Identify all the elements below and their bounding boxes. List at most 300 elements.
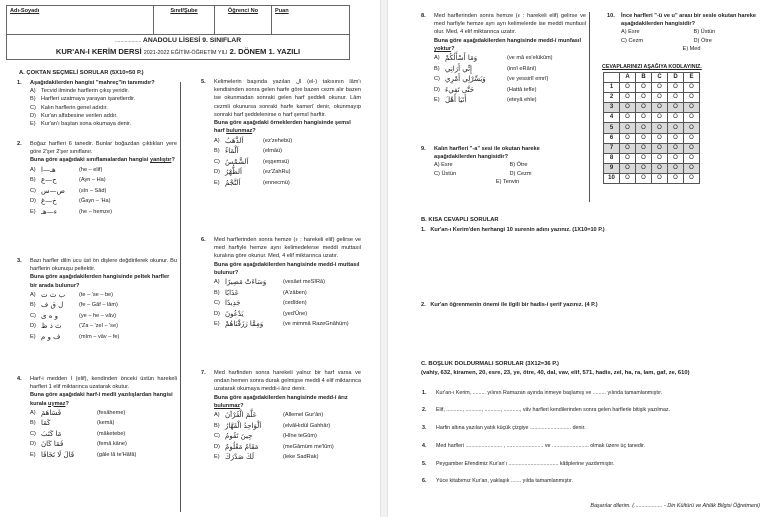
grid-row — [604, 153, 700, 163]
answer-bubble[interactable]: O — [668, 143, 684, 153]
answer-bubble[interactable]: O — [652, 93, 668, 103]
option-letter: C) — [434, 76, 440, 83]
arabic-text: حِينَ تَقُومُ — [225, 432, 253, 441]
answer-bubble[interactable]: O — [636, 173, 652, 183]
question-prompt: Buna göre aşağıdaki harf-i medli yazılışlardan hangisi kurala — [30, 392, 173, 407]
fill-blank-question-1 — [422, 390, 663, 397]
answer-bubble[interactable]: O — [684, 83, 700, 93]
school-line: ANADOLU LİSESİ 9. SINIFLAR — [142, 37, 242, 44]
option-text: Esre — [441, 162, 453, 169]
option-text: Cezm — [628, 37, 644, 44]
answer-bubble[interactable]: O — [636, 93, 652, 103]
option-letter: E) — [30, 208, 36, 215]
question-text[interactable]: Peygamber Efendimiz Kur'an'ı .................................. kâtiplerine yazdırmıştır. — [436, 461, 615, 467]
answer-bubble[interactable]: O — [668, 133, 684, 143]
option-letter: B) — [30, 96, 36, 103]
option-c[interactable] — [30, 104, 177, 112]
option-d[interactable] — [30, 196, 177, 207]
column-divider — [180, 82, 181, 512]
option-d[interactable] — [214, 442, 361, 453]
question-text[interactable]: Harfin altına yazılan yatık küçük çizgiye ............................ denir. — [436, 425, 586, 431]
option-d[interactable] — [30, 439, 177, 450]
option-text: (femâ kâne) — [97, 441, 127, 448]
answer-bubble[interactable]: O — [652, 103, 668, 113]
option-c[interactable] — [30, 429, 177, 440]
score-field[interactable]: Puan — [275, 8, 289, 14]
option-b[interactable] — [30, 95, 177, 103]
arabic-text: عَلَّمَ الْقُرْآنَ — [225, 411, 257, 420]
option-letter: E) — [434, 97, 440, 104]
option-c[interactable] — [30, 186, 177, 197]
answer-bubble[interactable]: O — [684, 153, 700, 163]
answer-bubble[interactable]: O — [652, 83, 668, 93]
answer-bubble[interactable]: O — [620, 93, 636, 103]
question-6 — [201, 236, 361, 330]
option-text: (ennecmü) — [263, 179, 290, 186]
option-b[interactable] — [214, 146, 361, 157]
answer-bubble[interactable]: O — [668, 83, 684, 93]
answer-bubble[interactable]: O — [652, 163, 668, 173]
grid-row-number: 9 — [604, 163, 620, 173]
question-stem: Bazı harfler dilin ucu üst ön dişlere değdirilerek okunur. Bu harflerin okunuşu peltektir. — [30, 258, 177, 273]
answer-bubble[interactable]: O — [620, 123, 636, 133]
option-text: (vesâet meSîRâ) — [283, 279, 325, 286]
answer-bubble[interactable]: O — [684, 173, 700, 183]
option-d[interactable] — [510, 170, 582, 178]
option-letter: B) — [434, 65, 440, 72]
question-10 — [607, 12, 762, 53]
answer-grid-title: CEVAPLARINIZI AŞAĞIYA KODLAYINIZ. — [602, 64, 702, 70]
answer-grid — [603, 72, 700, 184]
option-letter: E) — [30, 451, 36, 458]
arabic-text: قَالَ لَا تَخَافَا — [41, 450, 75, 459]
option-text: Kur'an alfabesine verilen addır. — [41, 112, 118, 119]
option-a[interactable] — [30, 165, 177, 176]
arabic-text: ف و م — [41, 332, 61, 341]
arabic-text: اَلظُّهْرُ — [225, 168, 242, 177]
answer-bubble[interactable]: O — [684, 113, 700, 123]
option-e[interactable] — [30, 120, 177, 128]
prompt-emphasis: yanlıştır — [150, 157, 172, 164]
option-letter: C) — [214, 158, 220, 165]
option-text: (Allemel Gur'ân) — [283, 412, 324, 419]
option-text: (Hîne teGûm) — [283, 433, 317, 440]
answer-bubble[interactable]: O — [652, 133, 668, 143]
answer-bubble[interactable]: O — [668, 103, 684, 113]
answer-bubble[interactable]: O — [620, 153, 636, 163]
fill-blank-question-3 — [422, 425, 586, 432]
option-e[interactable] — [434, 95, 586, 106]
course-name: KUR'AN-I KERİM DERSİ — [55, 46, 142, 56]
question-text: Kur'an-ı Kerim'den herhangi 10 surenin adını yazınız. (1X10=10 P.) — [430, 227, 605, 233]
question-3 — [17, 257, 177, 342]
option-e[interactable] — [434, 178, 581, 186]
grid-row-number: 5 — [604, 123, 620, 133]
option-a[interactable] — [214, 410, 361, 421]
short-answer-question-1 — [421, 227, 605, 234]
answer-bubble[interactable]: O — [684, 123, 700, 133]
grid-row — [604, 163, 700, 173]
fill-blank-question-5 — [422, 461, 615, 468]
option-letter: C) — [30, 430, 36, 437]
option-text: (ez'zehebü) — [263, 137, 293, 144]
question-stem: Harf-i medden ا (elif), kendinden önceki üstün harekeli harfleri 1 elif miktarınca uzatarak okutur. — [30, 376, 177, 391]
question-text[interactable]: Med harfleri ......................... , ......................... ve ......................... olmak üzere üç tanedir. — [436, 443, 645, 449]
footer-signature: Başarılar dilerim. (................... - Din Kültürü ve Ahlâk Bilgisi Öğretmeni) — [590, 503, 760, 509]
answer-bubble[interactable]: O — [620, 173, 636, 183]
option-a[interactable] — [30, 87, 177, 95]
grid-row — [604, 113, 700, 123]
question-number: 1. — [422, 390, 427, 396]
option-text: (elvâHıdül Gahhâr) — [283, 422, 331, 429]
arabic-text: اَلشَّمْسُ — [225, 157, 249, 166]
question-number: 5. — [422, 461, 427, 467]
grid-row-number: 8 — [604, 153, 620, 163]
arabic-text: حَتَّى تَفِيءَ — [445, 85, 475, 94]
answer-bubble[interactable]: O — [636, 83, 652, 93]
section-a-title: A. ÇOKTAN SEÇMELİ SORULAR (5X10=50 P.) — [19, 70, 144, 76]
grid-col-header: C — [652, 73, 668, 83]
option-b[interactable] — [30, 300, 177, 311]
grid-row-number: 4 — [604, 113, 620, 123]
option-b[interactable] — [694, 28, 763, 36]
answer-bubble[interactable]: O — [636, 163, 652, 173]
question-4: 4. Harf-i medden ا (elif), kendinden önceki üstün harekeli harfleri 1 elif miktarınca uzatarak okutur. Buna göre aşağıdaki harf-i medli yazılışlardan hangisi kurala uymaz? A) فَسَاهَمَ (fesâheme) B) كَمَا (kemâ) C) مَا كَتَبَ (mâketebe) D) فَمَا كَانَ (femâ kâne) E) قَالَ لَا تَخَافَا (gâle lâ te'Hâfâ) — [17, 376, 177, 459]
arabic-text: مَقَامٌ مَعْلُومٌ — [225, 442, 259, 451]
grid-row — [604, 93, 700, 103]
arabic-text: اَلنَّجْمُ — [225, 178, 241, 187]
grid-row-number: 6 — [604, 133, 620, 143]
class-field[interactable]: Sınıf/Şube — [154, 6, 215, 34]
question-9 — [421, 145, 581, 186]
option-d[interactable] — [434, 85, 586, 96]
option-text: (elmâü) — [263, 148, 282, 155]
option-a[interactable] — [30, 408, 177, 419]
option-text: (eteyâ ehle) — [507, 97, 537, 104]
answer-bubble[interactable]: O — [620, 103, 636, 113]
arabic-text: وَيَسِّرْلِي أَمْرِي — [445, 75, 486, 84]
fill-blank-question-4 — [422, 443, 645, 450]
question-stem: Med harflerinden sonra hemze (ء : harekeli elif) gelirse ve med harfiyle hemze aynı kelimedelerse meddi muttasıl kuralına göre okunur. Med, 4 elif miktarınca uzatır. — [214, 237, 361, 260]
option-letter: A) — [30, 291, 36, 298]
option-letter: A) — [30, 88, 36, 95]
option-text: (yed'Ûne) — [283, 310, 308, 317]
section-b-title: B. KISA CEVAPLI SORULAR — [421, 217, 499, 223]
option-text: (he – hemze) — [79, 208, 112, 215]
option-a[interactable] — [30, 290, 177, 301]
option-a[interactable] — [434, 161, 506, 169]
exam-header — [6, 5, 350, 60]
option-text: (fesâheme) — [97, 409, 126, 416]
arabic-text: اَلذَّهَبُ — [225, 136, 244, 145]
option-letter: E) — [30, 120, 36, 127]
option-c[interactable] — [621, 37, 690, 45]
option-letter: E) — [495, 178, 502, 185]
answer-bubble[interactable]: O — [620, 143, 636, 153]
option-e[interactable] — [30, 207, 177, 218]
option-letter: B) — [214, 148, 220, 155]
prompt-emphasis: bulunmaz — [214, 402, 241, 409]
school-year: 2021-2022 EĞİTİM-ÖĞRETİM YILI — [143, 49, 228, 56]
grid-row — [604, 173, 700, 183]
option-letter: D) — [509, 170, 516, 177]
answer-bubble[interactable]: O — [684, 93, 700, 103]
option-letter: C) — [30, 312, 36, 319]
question-number: 4. — [17, 376, 22, 382]
question-number: 8. — [421, 13, 426, 19]
option-d[interactable] — [30, 112, 177, 120]
arabic-text: أَتَيَا أَهْلَ — [445, 96, 467, 105]
option-d[interactable] — [214, 309, 361, 320]
option-letter: B) — [509, 162, 516, 169]
grid-corner — [604, 73, 620, 83]
option-text: (A'zâben) — [283, 289, 307, 296]
answer-bubble[interactable]: O — [636, 103, 652, 113]
grid-row — [604, 133, 700, 143]
option-e[interactable] — [30, 450, 177, 461]
prompt-emphasis: bulunmaz — [226, 128, 253, 135]
question-number: 6. — [422, 478, 427, 484]
option-letter: A) — [30, 166, 36, 173]
question-number: 5. — [201, 79, 206, 85]
option-e[interactable] — [30, 332, 177, 343]
option-letter: D) — [214, 443, 220, 450]
option-a[interactable] — [621, 28, 690, 36]
option-e[interactable] — [214, 452, 361, 463]
question-prompt: Kalın harfleri "-a" sesi ile okutan hareke aşağıdakilerden hangisidir? — [434, 146, 540, 161]
question-prompt: Buna göre aşağıdakilerden hangisinde medd-i ârız — [214, 394, 348, 401]
option-text: Kalın harflerin genel adıdır. — [41, 104, 108, 111]
answer-bubble[interactable]: O — [668, 93, 684, 103]
option-text: Üstün — [700, 29, 716, 36]
grid-row — [604, 143, 700, 153]
option-b[interactable] — [30, 175, 177, 186]
option-text: (mîm – vâv – fe) — [79, 333, 120, 340]
question-text: Kur'an öğrenmenin önemi ile ilgili bir hadis-i şerif yazınız. (4 P.) — [430, 302, 598, 308]
question-number: 7. — [201, 370, 206, 376]
answer-bubble[interactable]: O — [668, 163, 684, 173]
answer-bubble[interactable]: O — [652, 153, 668, 163]
option-letter: A) — [621, 29, 627, 36]
student-no-field[interactable]: Öğrenci No — [215, 6, 272, 34]
answer-bubble[interactable]: O — [620, 163, 636, 173]
answer-bubble[interactable]: O — [684, 143, 700, 153]
term-name: 2. DÖNEM 1. YAZILI — [229, 46, 301, 56]
question-text[interactable]: Elif, ..........., ..........., ..........., ..........., vâv harfleri kendilerinden sonra gelen harflerle bitişik yazılmaz. — [436, 407, 671, 413]
column-divider — [589, 12, 590, 202]
answer-bubble[interactable]: O — [652, 173, 668, 183]
grid-row-number: 2 — [604, 93, 620, 103]
word-bank: (vahiy, 632, kiramen, 20, esre, 23, ye, ötre, 40, dal, vav, elif, 571, hadis, zel, ha, ra, lam, gaf, ze, 610) — [421, 370, 690, 376]
option-text: (kemâ) — [97, 420, 115, 427]
option-d[interactable] — [694, 37, 763, 45]
option-letter: C) — [30, 187, 36, 194]
option-e[interactable] — [621, 45, 762, 53]
question-stem: Med harflerinden sonra hemze (ء : harekeli elif) gelirse ve med harfiyle hemze ayrı ayrı kelimelerde ise meddi munfasıl olur. Med, 4 elif miktarınca uzatır. — [434, 13, 586, 36]
option-b[interactable] — [30, 418, 177, 429]
question-text[interactable]: Kur'an-ı Kerim, ......... yılının Ramazan ayında inmeye başlamış ve ......... yılında tamamlanmıştır. — [436, 390, 663, 396]
option-text: (ve mâ es'elükûm) — [507, 55, 553, 62]
grid-col-header: D — [668, 73, 684, 83]
fill-blank-question-2 — [422, 407, 671, 414]
question-8: 8. Med harflerinden sonra hemze (ء : harekeli elif) gelirse ve med harfiyle hemze ayrı ayrı kelimelerde ise meddi munfasıl olur. Med, 4 elif miktarınca uzatır. Buna göre aşağıdakilerden hangisinde medd-i munfasıl yoktur? A) وَمَا أَسْأَلُكُمْ (ve mâ es'elükûm) B) إِنِّي أَرَانِي (innî eRânî) C) وَيَسِّرْلِي أَمْرِي (ve yessirlî emrî) D) حَتَّى تَفِيءَ (Hattâ tefîe) E) أَتَيَا أَهْلَ (eteyâ ehle) — [421, 13, 586, 105]
answer-bubble[interactable]: O — [684, 133, 700, 143]
option-d[interactable] — [30, 321, 177, 332]
arabic-text: وَمِمَّا رَزَقْنَاهُمْ — [225, 320, 264, 329]
name-field[interactable]: Adı-Soyadı — [7, 6, 154, 34]
arabic-text: وَسَاءَتْ مَصِيرًا — [225, 278, 267, 287]
answer-bubble[interactable]: O — [620, 113, 636, 123]
option-text: (gâle lâ te'Hâfâ) — [97, 451, 137, 458]
arabic-text: إِنِّي أَرَانِي — [445, 64, 473, 73]
question-number: 9. — [421, 146, 426, 152]
option-letter: A) — [214, 137, 220, 144]
option-letter: B) — [30, 420, 36, 427]
answer-bubble[interactable]: O — [620, 133, 636, 143]
option-letter: C) — [214, 300, 220, 307]
question-prompt: Buna göre aşağıdaki sınıflamalardan hangisi — [30, 157, 149, 164]
option-b[interactable] — [434, 64, 586, 75]
question-prompt: Buna göre aşağıdakilerden hangisinde medd-i munfasıl — [434, 37, 582, 44]
arabic-text: هـ—ا — [41, 165, 56, 174]
option-e[interactable] — [214, 319, 361, 330]
answer-bubble[interactable]: O — [668, 153, 684, 163]
answer-bubble[interactable]: O — [684, 163, 700, 173]
answer-bubble[interactable]: O — [652, 143, 668, 153]
question-stem: Kelimelerin başında yazılan ال (el-) takısının lâm'ı kendisinden sonra gelen harfe göre bazen cezm alır bazen ise okunmadan sonraki gelen harf şeddeli okunur. Lâm cezmli okunursa sonraki harfe kamerî denir, okunmayıp sonraki harf şeddelenirse o harf şemsî harftir. — [214, 79, 361, 118]
answer-bubble[interactable]: O — [636, 153, 652, 163]
arabic-text: اَلْمَاءُ — [225, 147, 239, 156]
grid-col-header: B — [636, 73, 652, 83]
option-text: Ötre — [700, 37, 712, 44]
option-b[interactable] — [214, 421, 361, 432]
prompt-emphasis: uymaz — [48, 400, 66, 407]
option-text: (leke SadRak) — [283, 454, 319, 461]
option-e[interactable] — [214, 177, 361, 188]
question-prompt: Buna göre aşağıdakilerden hangisinde peltek harfler bir arada bulunur? — [30, 274, 170, 289]
short-answer-question-2 — [421, 302, 598, 309]
question-prompt: Buna göre aşağıdaki örneklerden hangisinde şemsî harf — [214, 120, 351, 135]
option-text: Med — [689, 45, 701, 52]
option-letter: B) — [693, 29, 700, 36]
grid-col-header: E — [684, 73, 700, 83]
answer-bubble[interactable]: O — [652, 123, 668, 133]
arabic-text: ء—هـ — [41, 207, 58, 216]
option-letter: E) — [214, 454, 220, 461]
question-prompt: Aşağıdakilerden hangisi "mahreç"in tanımıdır? — [30, 80, 155, 86]
arabic-text: مَا كَتَبَ — [41, 429, 62, 438]
arabic-text: يَدْعُونَ — [225, 309, 244, 318]
arabic-text: ح—ع — [41, 176, 57, 185]
question-text[interactable]: Yüce kitabımız Kur'an, yaklaşık ....... yılda tamamlanmıştır. — [436, 478, 574, 484]
question-number: 3. — [17, 258, 22, 264]
option-letter: D) — [214, 169, 220, 176]
grid-row-number: 10 — [604, 173, 620, 183]
answer-bubble[interactable]: O — [636, 113, 652, 123]
option-letter: A) — [30, 409, 36, 416]
arabic-text: فَمَا كَانَ — [41, 440, 64, 449]
option-text: Ötre — [516, 162, 528, 169]
arabic-text: فَسَاهَمَ — [41, 408, 62, 417]
option-text: (meGâmüm me'lûm) — [283, 443, 334, 450]
option-a[interactable] — [434, 53, 586, 64]
option-text: Harfleri uzatmaya yarayan işaretlerdir. — [41, 96, 136, 103]
question-number: 2. — [421, 302, 426, 308]
option-a[interactable] — [214, 277, 361, 288]
option-text: (fe – Gâf – lâm) — [79, 302, 118, 309]
answer-bubble[interactable]: O — [684, 103, 700, 113]
option-letter: B) — [30, 177, 36, 184]
option-text: (ye – he – vâv) — [79, 312, 116, 319]
option-letter: B) — [30, 302, 36, 309]
option-text: (te – 'se – be) — [79, 291, 114, 298]
option-c[interactable] — [214, 298, 361, 309]
option-letter: B) — [214, 422, 220, 429]
arabic-text: ل ق ف — [41, 301, 64, 310]
answer-bubble[interactable]: O — [636, 123, 652, 133]
option-letter: D) — [434, 86, 440, 93]
answer-bubble[interactable]: O — [620, 83, 636, 93]
question-2: 2. Boğaz harfleri 6 tanedir. Bunlar boğazdan çıktıkları yere göre 2'şer 2'şer sınıflanır. Buna göre aşağıdaki sınıflamalardan hangisi yanlıştır? A) هـ—ا (he – elif) B) ح—ع (Ayn – Ha) C) ص—س (sîn – Sâd) D) خ—غ (Ğayn – 'Ha) E) ء—هـ (he – hemze) — [17, 141, 177, 216]
answer-bubble[interactable]: O — [668, 173, 684, 183]
option-letter: D) — [693, 37, 700, 44]
answer-bubble[interactable]: O — [668, 113, 684, 123]
option-text: (eşşemsü) — [263, 158, 290, 165]
option-letter: A) — [434, 162, 440, 169]
option-letter: C) — [214, 433, 220, 440]
school-blank: ................... — [114, 38, 142, 44]
option-c[interactable] — [434, 74, 586, 85]
option-text: (ez'ZahRu) — [263, 169, 291, 176]
grid-row-number: 7 — [604, 143, 620, 153]
arabic-text: لَكَ صَدْرَكَ — [225, 453, 255, 462]
question-number: 1. — [421, 227, 426, 233]
option-c[interactable] — [214, 431, 361, 442]
question-prompt: İnce harfleri "-ü ve u" arası bir sesle okutan hareke aşağıdakilerden hangisidir? — [621, 13, 756, 28]
arabic-text: عَذَابًا — [225, 288, 239, 297]
option-d[interactable] — [214, 167, 361, 178]
option-letter: C) — [434, 170, 440, 177]
arabic-text: و ه ى — [41, 311, 58, 320]
option-a[interactable] — [214, 135, 361, 146]
answer-bubble[interactable]: O — [652, 113, 668, 123]
option-text: Üstün — [441, 170, 457, 177]
prompt-emphasis: yoktur — [434, 45, 452, 52]
option-b[interactable] — [510, 161, 582, 169]
option-letter: A) — [434, 55, 440, 62]
question-number: 2. — [422, 407, 427, 413]
option-text: ('Za – 'zel – 'se) — [79, 323, 118, 330]
option-letter: A) — [214, 279, 220, 286]
answer-bubble[interactable]: O — [636, 143, 652, 153]
answer-bubble[interactable]: O — [636, 133, 652, 143]
option-c[interactable] — [434, 170, 506, 178]
option-b[interactable] — [214, 288, 361, 299]
answer-bubble[interactable]: O — [668, 123, 684, 133]
option-text: (mâketebe) — [97, 430, 126, 437]
option-letter: E) — [214, 321, 220, 328]
option-letter: E) — [214, 179, 220, 186]
option-letter: D) — [30, 198, 36, 205]
arabic-text: كَمَا — [41, 419, 51, 428]
question-number: 3. — [422, 425, 427, 431]
option-letter: C) — [30, 104, 36, 111]
option-text: Tecvid ilminde harflerin çıkış yeridir. — [41, 88, 129, 95]
option-letter: D) — [30, 323, 36, 330]
option-c[interactable] — [30, 311, 177, 322]
option-c[interactable] — [214, 156, 361, 167]
question-number: 6. — [201, 237, 206, 243]
